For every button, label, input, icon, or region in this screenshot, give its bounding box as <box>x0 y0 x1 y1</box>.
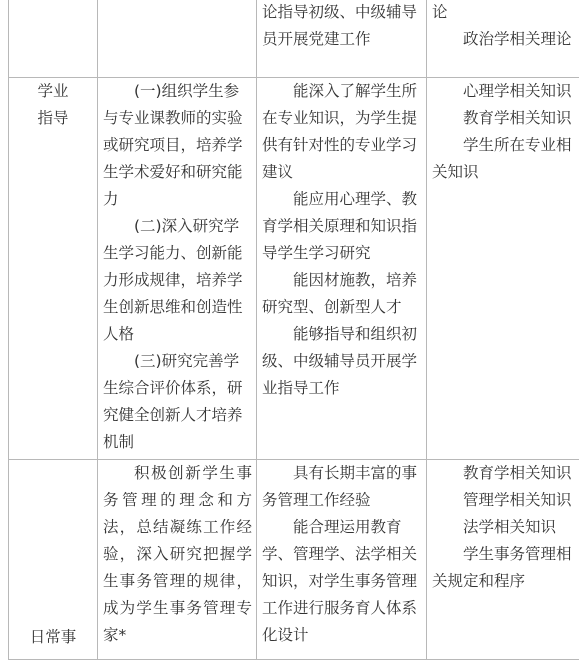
knowledge-cell <box>427 0 579 78</box>
knowledge-item: 管理学相关知识 <box>432 487 579 514</box>
knowledge-item: 学生事务管理相关规定和程序 <box>432 541 579 595</box>
ability-item: 具有长期丰富的事务管理工作经验 <box>262 460 422 514</box>
duty-cell <box>98 0 257 78</box>
qualification-table <box>8 0 579 660</box>
knowledge-item: 教育学相关知识 <box>432 460 579 487</box>
knowledge-item: 论 <box>432 0 579 26</box>
duty-item: (二)深入研究学生学习能力、创新能力形成规律，培养学生创新思维和创造性人格 <box>103 213 252 348</box>
knowledge-cell <box>427 78 579 460</box>
knowledge-item: 法学相关知识 <box>432 514 579 541</box>
ability-item: 能合理运用教育学、管理学、法学相关知识，对学生事务管理工作进行服务育人体系化设计 <box>262 514 422 649</box>
ability-item: 能应用心理学、教育学相关原理和知识指导学生学习研究 <box>262 186 422 267</box>
ability-cell <box>257 78 427 460</box>
ability-item: 能因材施教，培养研究型、创新型人才 <box>262 267 422 321</box>
area-label: 日常事 <box>9 624 97 651</box>
ability-item: 能够指导和组织初级、中级辅导员开展学业指导工作 <box>262 321 422 402</box>
knowledge-item: 教育学相关知识 <box>432 105 579 132</box>
area-cell <box>9 460 98 660</box>
table-row <box>9 0 579 78</box>
ability-cell <box>257 460 427 660</box>
duty-item: (三)研究完善学生综合评价体系，研究健全创新人才培养机制 <box>103 348 252 456</box>
table-row <box>9 78 579 460</box>
ability-item: 论指导初级、中级辅导员开展党建工作 <box>262 0 422 53</box>
area-label: 学业指导 <box>30 78 76 132</box>
area-cell <box>9 0 98 78</box>
ability-cell <box>257 0 427 78</box>
area-cell <box>9 78 98 460</box>
duty-item: (一)组织学生参与专业课教师的实验或研究项目，培养学生学术爱好和研究能力 <box>103 78 252 213</box>
duty-cell <box>98 78 257 460</box>
knowledge-cell <box>427 460 579 660</box>
duty-cell <box>98 460 257 660</box>
knowledge-item: 心理学相关知识 <box>432 78 579 105</box>
duty-item: 积极创新学生事务管理的理念和方法，总结凝练工作经验，深入研究把握学生事务管理的规律，成为学生事务管理专家* <box>103 460 252 649</box>
knowledge-item: 学生所在专业相关知识 <box>432 132 579 186</box>
knowledge-item: 政治学相关理论 <box>432 26 579 53</box>
ability-item: 能深入了解学生所在专业知识，为学生提供有针对性的专业学习建议 <box>262 78 422 186</box>
table-row <box>9 460 579 660</box>
